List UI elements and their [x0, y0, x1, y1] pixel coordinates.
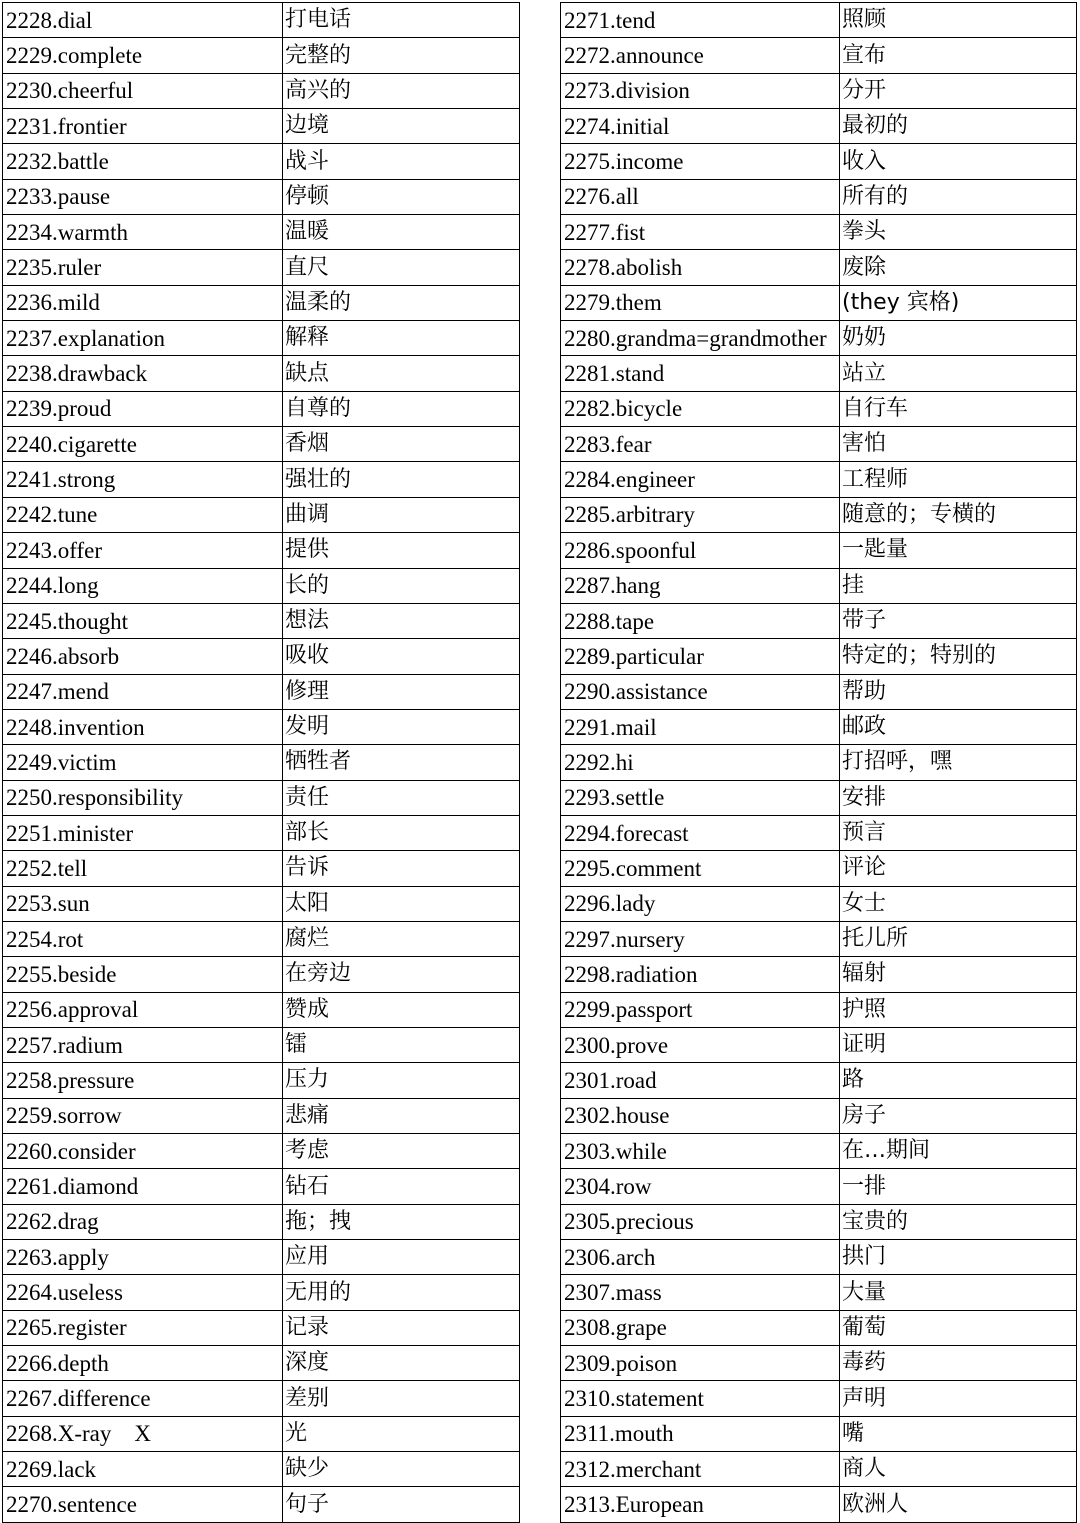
meaning-cell: 部长 [283, 815, 520, 850]
word-cell: 2272.announce [561, 38, 840, 73]
meaning-cell: 最初的 [840, 109, 1077, 144]
table-row [3, 1381, 520, 1416]
table-row [3, 427, 520, 462]
table-row [3, 1063, 520, 1098]
table-row [561, 3, 1077, 38]
table-row [3, 1275, 520, 1310]
word-cell: 2253.sun [3, 886, 283, 921]
word-cell: 2263.apply [3, 1240, 283, 1275]
word-cell: 2262.drag [3, 1204, 283, 1239]
table-row [3, 1134, 520, 1169]
word-cell: 2243.offer [3, 533, 283, 568]
meaning-cell: 钻石 [283, 1169, 520, 1204]
table-row [3, 179, 520, 214]
word-cell: 2252.tell [3, 851, 283, 886]
meaning-cell: 提供 [283, 533, 520, 568]
word-cell: 2255.beside [3, 957, 283, 992]
word-cell: 2275.income [561, 144, 840, 179]
table-row [3, 1487, 520, 1522]
word-cell: 2232.battle [3, 144, 283, 179]
meaning-cell: 大量 [840, 1275, 1077, 1310]
meaning-cell: 分开 [840, 73, 1077, 108]
meaning-cell: 在…期间 [840, 1134, 1077, 1169]
meaning-cell: 宝贵的 [840, 1204, 1077, 1239]
meaning-cell: 奶奶 [840, 321, 1077, 356]
meaning-cell: 评论 [840, 851, 1077, 886]
word-cell: 2300.prove [561, 1027, 840, 1062]
word-cell: 2283.fear [561, 427, 840, 462]
table-row [3, 709, 520, 744]
table-row [561, 1381, 1077, 1416]
meaning-cell: 高兴的 [283, 73, 520, 108]
meaning-cell: 应用 [283, 1240, 520, 1275]
word-cell: 2269.lack [3, 1452, 283, 1487]
table-row [3, 3, 520, 38]
meaning-cell: 所有的 [840, 179, 1077, 214]
meaning-cell: 随意的；专横的 [840, 497, 1077, 532]
word-cell: 2254.rot [3, 921, 283, 956]
word-cell: 2284.engineer [561, 462, 840, 497]
table-row [3, 321, 520, 356]
word-cell: 2309.poison [561, 1346, 840, 1381]
word-cell: 2280.grandma=grandmother [561, 321, 840, 356]
table-row [561, 1416, 1077, 1451]
meaning-cell: 记录 [283, 1310, 520, 1345]
meaning-cell: 害怕 [840, 427, 1077, 462]
meaning-cell: 商人 [840, 1452, 1077, 1487]
table-row [561, 603, 1077, 638]
meaning-cell: 曲调 [283, 497, 520, 532]
word-cell: 2286.spoonful [561, 533, 840, 568]
word-cell: 2312.merchant [561, 1452, 840, 1487]
word-cell: 2258.pressure [3, 1063, 283, 1098]
table-row [561, 709, 1077, 744]
meaning-cell: 工程师 [840, 462, 1077, 497]
word-cell: 2257.radium [3, 1027, 283, 1062]
meaning-cell: 自尊的 [283, 391, 520, 426]
table-row [561, 568, 1077, 603]
meaning-cell: 强壮的 [283, 462, 520, 497]
table-row [3, 391, 520, 426]
word-cell: 2230.cheerful [3, 73, 283, 108]
table-row [561, 815, 1077, 850]
word-cell: 2261.diamond [3, 1169, 283, 1204]
word-cell: 2237.explanation [3, 321, 283, 356]
word-cell: 2268.X-ray X [3, 1416, 283, 1451]
table-row [561, 109, 1077, 144]
table-row [3, 603, 520, 638]
word-cell: 2276.all [561, 179, 840, 214]
meaning-cell: 牺牲者 [283, 745, 520, 780]
table-row [561, 73, 1077, 108]
table-row [561, 1346, 1077, 1381]
word-cell: 2294.forecast [561, 815, 840, 850]
word-cell: 2293.settle [561, 780, 840, 815]
meaning-cell: 宣布 [840, 38, 1077, 73]
meaning-cell: 告诉 [283, 851, 520, 886]
word-cell: 2292.hi [561, 745, 840, 780]
table-row [3, 1416, 520, 1451]
word-cell: 2289.particular [561, 639, 840, 674]
word-cell: 2302.house [561, 1098, 840, 1133]
word-cell: 2235.ruler [3, 250, 283, 285]
meaning-cell: 镭 [283, 1027, 520, 1062]
table-row [561, 886, 1077, 921]
meaning-cell: 照顾 [840, 3, 1077, 38]
word-cell: 2241.strong [3, 462, 283, 497]
meaning-cell: 停顿 [283, 179, 520, 214]
meaning-cell: 长的 [283, 568, 520, 603]
word-cell: 2287.hang [561, 568, 840, 603]
vocab-table-left [2, 2, 520, 1523]
meaning-cell: 腐烂 [283, 921, 520, 956]
meaning-cell: 带子 [840, 603, 1077, 638]
table-row [561, 250, 1077, 285]
table-row [3, 38, 520, 73]
meaning-cell: 打招呼，嘿 [840, 745, 1077, 780]
meaning-cell: 帮助 [840, 674, 1077, 709]
word-cell: 2236.mild [3, 285, 283, 320]
meaning-cell: 辐射 [840, 957, 1077, 992]
table-row [561, 356, 1077, 391]
word-cell: 2250.responsibility [3, 780, 283, 815]
table-row [561, 992, 1077, 1027]
meaning-cell: 房子 [840, 1098, 1077, 1133]
word-cell: 2270.sentence [3, 1487, 283, 1522]
meaning-cell: 考虑 [283, 1134, 520, 1169]
table-row [561, 497, 1077, 532]
table-row [3, 1346, 520, 1381]
meaning-cell: 拖；拽 [283, 1204, 520, 1239]
meaning-cell: 路 [840, 1063, 1077, 1098]
table-row [3, 780, 520, 815]
meaning-cell: (they 宾格) [840, 285, 1077, 320]
table-row [3, 73, 520, 108]
table-row [561, 1310, 1077, 1345]
table-row [3, 957, 520, 992]
table-row [3, 1240, 520, 1275]
table-row [561, 674, 1077, 709]
meaning-cell: 修理 [283, 674, 520, 709]
table-row [561, 215, 1077, 250]
word-cell: 2229.complete [3, 38, 283, 73]
table-row [561, 533, 1077, 568]
word-cell: 2308.grape [561, 1310, 840, 1345]
meaning-cell: 护照 [840, 992, 1077, 1027]
meaning-cell: 温柔的 [283, 285, 520, 320]
word-cell: 2285.arbitrary [561, 497, 840, 532]
word-cell: 2304.row [561, 1169, 840, 1204]
table-row [3, 1310, 520, 1345]
word-cell: 2301.road [561, 1063, 840, 1098]
table-row [3, 851, 520, 886]
word-cell: 2228.dial [3, 3, 283, 38]
meaning-cell: 无用的 [283, 1275, 520, 1310]
table-row [561, 427, 1077, 462]
word-cell: 2288.tape [561, 603, 840, 638]
meaning-cell: 句子 [283, 1487, 520, 1522]
table-row [3, 674, 520, 709]
meaning-cell: 差别 [283, 1381, 520, 1416]
table-row [561, 285, 1077, 320]
word-cell: 2303.while [561, 1134, 840, 1169]
meaning-cell: 收入 [840, 144, 1077, 179]
meaning-cell: 光 [283, 1416, 520, 1451]
meaning-cell: 女士 [840, 886, 1077, 921]
word-cell: 2240.cigarette [3, 427, 283, 462]
meaning-cell: 在旁边 [283, 957, 520, 992]
word-cell: 2278.abolish [561, 250, 840, 285]
table-row [3, 533, 520, 568]
word-cell: 2244.long [3, 568, 283, 603]
meaning-cell: 吸收 [283, 639, 520, 674]
table-row [561, 957, 1077, 992]
meaning-cell: 葡萄 [840, 1310, 1077, 1345]
meaning-cell: 预言 [840, 815, 1077, 850]
meaning-cell: 欧洲人 [840, 1487, 1077, 1522]
meaning-cell: 一排 [840, 1169, 1077, 1204]
meaning-cell: 温暖 [283, 215, 520, 250]
table-row [3, 285, 520, 320]
word-cell: 2245.thought [3, 603, 283, 638]
table-row [3, 992, 520, 1027]
table-row [3, 921, 520, 956]
table-row [3, 1098, 520, 1133]
table-row [561, 1487, 1077, 1522]
word-cell: 2274.initial [561, 109, 840, 144]
table-row [561, 1134, 1077, 1169]
meaning-cell: 毒药 [840, 1346, 1077, 1381]
table-row [561, 1027, 1077, 1062]
word-cell: 2271.tend [561, 3, 840, 38]
meaning-cell: 挂 [840, 568, 1077, 603]
word-cell: 2242.tune [3, 497, 283, 532]
word-cell: 2264.useless [3, 1275, 283, 1310]
word-cell: 2260.consider [3, 1134, 283, 1169]
table-row [561, 1169, 1077, 1204]
meaning-cell: 打电话 [283, 3, 520, 38]
word-cell: 2306.arch [561, 1240, 840, 1275]
word-cell: 2248.invention [3, 709, 283, 744]
table-row [3, 745, 520, 780]
word-cell: 2266.depth [3, 1346, 283, 1381]
word-cell: 2296.lady [561, 886, 840, 921]
meaning-cell: 悲痛 [283, 1098, 520, 1133]
word-cell: 2273.division [561, 73, 840, 108]
word-cell: 2234.warmth [3, 215, 283, 250]
meaning-cell: 太阳 [283, 886, 520, 921]
table-row [3, 1452, 520, 1487]
table-row [561, 38, 1077, 73]
word-cell: 2282.bicycle [561, 391, 840, 426]
meaning-cell: 证明 [840, 1027, 1077, 1062]
word-cell: 2298.radiation [561, 957, 840, 992]
meaning-cell: 直尺 [283, 250, 520, 285]
word-cell: 2297.nursery [561, 921, 840, 956]
table-row [3, 462, 520, 497]
meaning-cell: 安排 [840, 780, 1077, 815]
table-row [561, 462, 1077, 497]
word-cell: 2290.assistance [561, 674, 840, 709]
vocab-table-right [560, 2, 1077, 1523]
word-cell: 2259.sorrow [3, 1098, 283, 1133]
table-row [3, 1027, 520, 1062]
meaning-cell: 解释 [283, 321, 520, 356]
table-row [3, 109, 520, 144]
meaning-cell: 压力 [283, 1063, 520, 1098]
table-row [561, 639, 1077, 674]
table-row [3, 1169, 520, 1204]
meaning-cell: 拳头 [840, 215, 1077, 250]
word-cell: 2239.proud [3, 391, 283, 426]
meaning-cell: 完整的 [283, 38, 520, 73]
meaning-cell: 想法 [283, 603, 520, 638]
word-cell: 2247.mend [3, 674, 283, 709]
meaning-cell: 责任 [283, 780, 520, 815]
table-row [561, 1204, 1077, 1239]
table-row [3, 1204, 520, 1239]
table-row [3, 639, 520, 674]
word-cell: 2305.precious [561, 1204, 840, 1239]
table-row [561, 745, 1077, 780]
word-cell: 2238.drawback [3, 356, 283, 391]
meaning-cell: 发明 [283, 709, 520, 744]
meaning-cell: 拱门 [840, 1240, 1077, 1275]
table-row [561, 144, 1077, 179]
table-row [561, 391, 1077, 426]
word-cell: 2295.comment [561, 851, 840, 886]
meaning-cell: 嘴 [840, 1416, 1077, 1451]
table-row [561, 1098, 1077, 1133]
table-row [561, 851, 1077, 886]
meaning-cell: 边境 [283, 109, 520, 144]
word-cell: 2313.European [561, 1487, 840, 1522]
table-row [561, 179, 1077, 214]
table-row [561, 1275, 1077, 1310]
table-row [3, 356, 520, 391]
word-cell: 2299.passport [561, 992, 840, 1027]
word-cell: 2279.them [561, 285, 840, 320]
table-row [3, 886, 520, 921]
meaning-cell: 特定的；特别的 [840, 639, 1077, 674]
meaning-cell: 一匙量 [840, 533, 1077, 568]
word-cell: 2277.fist [561, 215, 840, 250]
word-cell: 2251.minister [3, 815, 283, 850]
meaning-cell: 缺少 [283, 1452, 520, 1487]
meaning-cell: 缺点 [283, 356, 520, 391]
meaning-cell: 邮政 [840, 709, 1077, 744]
table-row [3, 215, 520, 250]
word-cell: 2267.difference [3, 1381, 283, 1416]
table-row [561, 1240, 1077, 1275]
word-cell: 2311.mouth [561, 1416, 840, 1451]
meaning-cell: 赞成 [283, 992, 520, 1027]
meaning-cell: 托儿所 [840, 921, 1077, 956]
table-row [3, 250, 520, 285]
meaning-cell: 废除 [840, 250, 1077, 285]
table-row [561, 921, 1077, 956]
meaning-cell: 深度 [283, 1346, 520, 1381]
word-cell: 2233.pause [3, 179, 283, 214]
table-row [561, 1452, 1077, 1487]
word-cell: 2249.victim [3, 745, 283, 780]
table-row [561, 780, 1077, 815]
word-cell: 2310.statement [561, 1381, 840, 1416]
meaning-cell: 自行车 [840, 391, 1077, 426]
table-row [3, 568, 520, 603]
meaning-cell: 香烟 [283, 427, 520, 462]
word-cell: 2231.frontier [3, 109, 283, 144]
word-cell: 2246.absorb [3, 639, 283, 674]
word-cell: 2256.approval [3, 992, 283, 1027]
table-row [561, 1063, 1077, 1098]
word-cell: 2307.mass [561, 1275, 840, 1310]
meaning-cell: 声明 [840, 1381, 1077, 1416]
meaning-cell: 站立 [840, 356, 1077, 391]
table-row [3, 497, 520, 532]
table-row [561, 321, 1077, 356]
word-cell: 2291.mail [561, 709, 840, 744]
meaning-cell: 战斗 [283, 144, 520, 179]
table-row [3, 815, 520, 850]
table-row [3, 144, 520, 179]
word-cell: 2281.stand [561, 356, 840, 391]
word-cell: 2265.register [3, 1310, 283, 1345]
